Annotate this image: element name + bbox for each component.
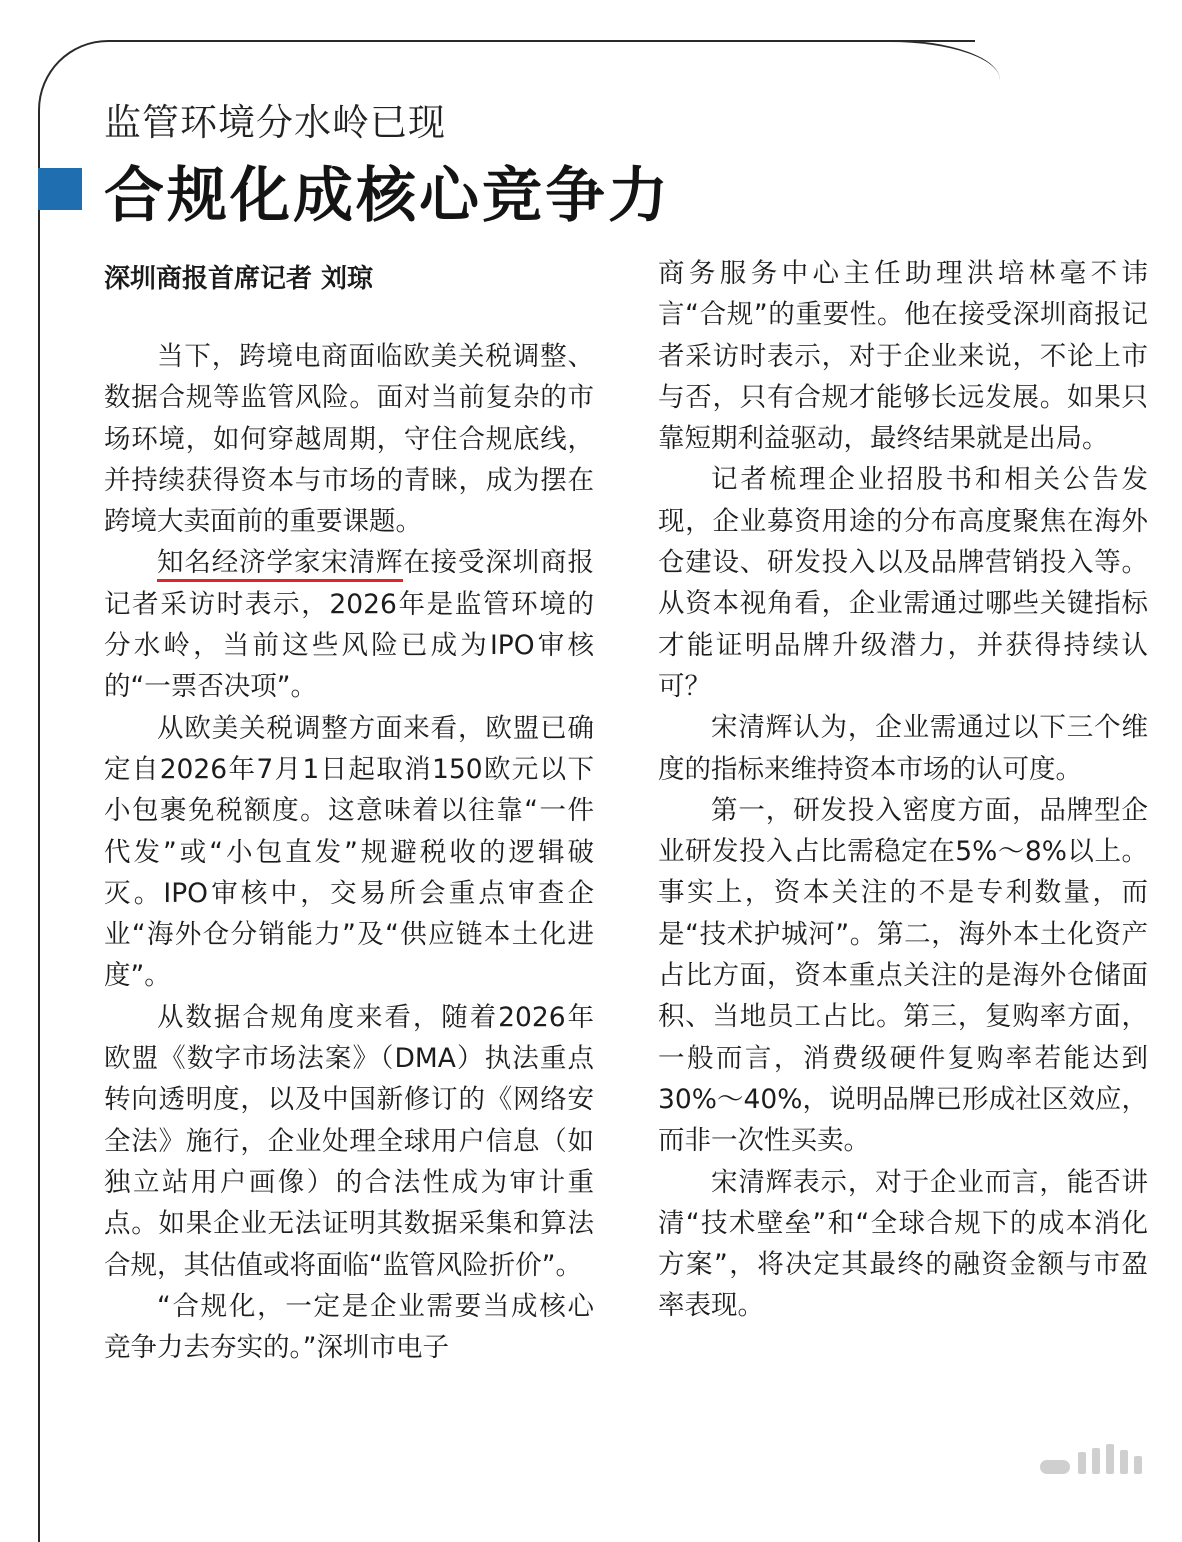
paragraph: 从欧美关税调整方面来看，欧盟已确定自2026年7月1日起取消150欧元以下小包裹免税额度。这意味着以往靠“一件代发”或“小包直发”规避税收的逻辑破灭。IPO审核中，交易所会重点审查企业“海外仓分销能力”及“供应链本土化进度”。 (104, 712, 594, 992)
paragraph: 宋清辉认为，企业需通过以下三个维度的指标来维持资本市场的认可度。 (658, 712, 1148, 785)
highlighted-name: 知名经济学家宋清辉 (157, 547, 403, 582)
paragraph: 当下，跨境电商面临欧美关税调整、数据合规等监管风险。面对当前复杂的市场环境，如何穿越周期，守住合规底线，并持续获得资本与市场的青睐，成为摆在跨境大卖面前的重要课题。 (104, 341, 594, 538)
paragraph: 记者梳理企业招股书和相关公告发现，企业募资用途的分布高度聚焦在海外仓建设、研发投入以及品牌营销投入等。从资本视角看，企业需通过哪些关键指标才能证明品牌升级潜力，并获得持续认可？ (658, 464, 1148, 702)
article-kicker: 监管环境分水岭已现 (104, 101, 446, 144)
article-byline: 深圳商报首席记者 刘琼 (104, 264, 374, 294)
paragraph: 商务服务中心主任助理洪培林毫不讳言“合规”的重要性。他在接受深圳商报记者采访时表示，对于企业来说，不论上市与否，只有合规才能够长远发展。如果只靠短期利益驱动，最终结果就是出局。 (658, 258, 1148, 455)
paragraph (104, 542, 594, 707)
paragraph-text: 在接受深圳商报记者采访时表示，2026年是监管环境的分水岭，当前这些风险已成为IPO审核的“一票否决项”。 (104, 547, 595, 703)
watermark-icon (1040, 1444, 1158, 1478)
paragraph: “合规化，一定是企业需要当成核心竞争力去夯实的。”深圳市电子 (104, 1290, 594, 1364)
title-marker (38, 168, 82, 210)
article-headline: 合规化成核心竞争力 (104, 161, 671, 231)
left-column (104, 336, 594, 1368)
paragraph: 宋清辉表示，对于企业而言，能否讲清“技术壁垒”和“全球合规下的成本消化方案”，将决定其最终的融资金额与市盈率表现。 (658, 1166, 1148, 1322)
page-corner-mask (975, 36, 1182, 96)
paragraph: 从数据合规角度来看，随着2026年欧盟《数字市场法案》（DMA）执法重点转向透明度，以及中国新修订的《网络安全法》施行，企业处理全球用户信息（如独立站用户画像）的合法性成为审计重点。如果企业无法证明其数据采集和算法合规，其估值或将面临“监管风险折价”。 (104, 1001, 594, 1281)
right-column (658, 253, 1148, 1327)
paragraph: 第一，研发投入密度方面，品牌型企业研发投入占比需稳定在5%～8%以上。事实上，资本关注的不是专利数量，而是“技术护城河”。第二，海外本土化资产占比方面，资本重点关注的是海外仓储面积、当地员工占比。第三，复购率方面，一般而言，消费级硬件复购率若能达到30%～40%，说明品牌已形成社区效应，而非一次性买卖。 (658, 794, 1148, 1157)
